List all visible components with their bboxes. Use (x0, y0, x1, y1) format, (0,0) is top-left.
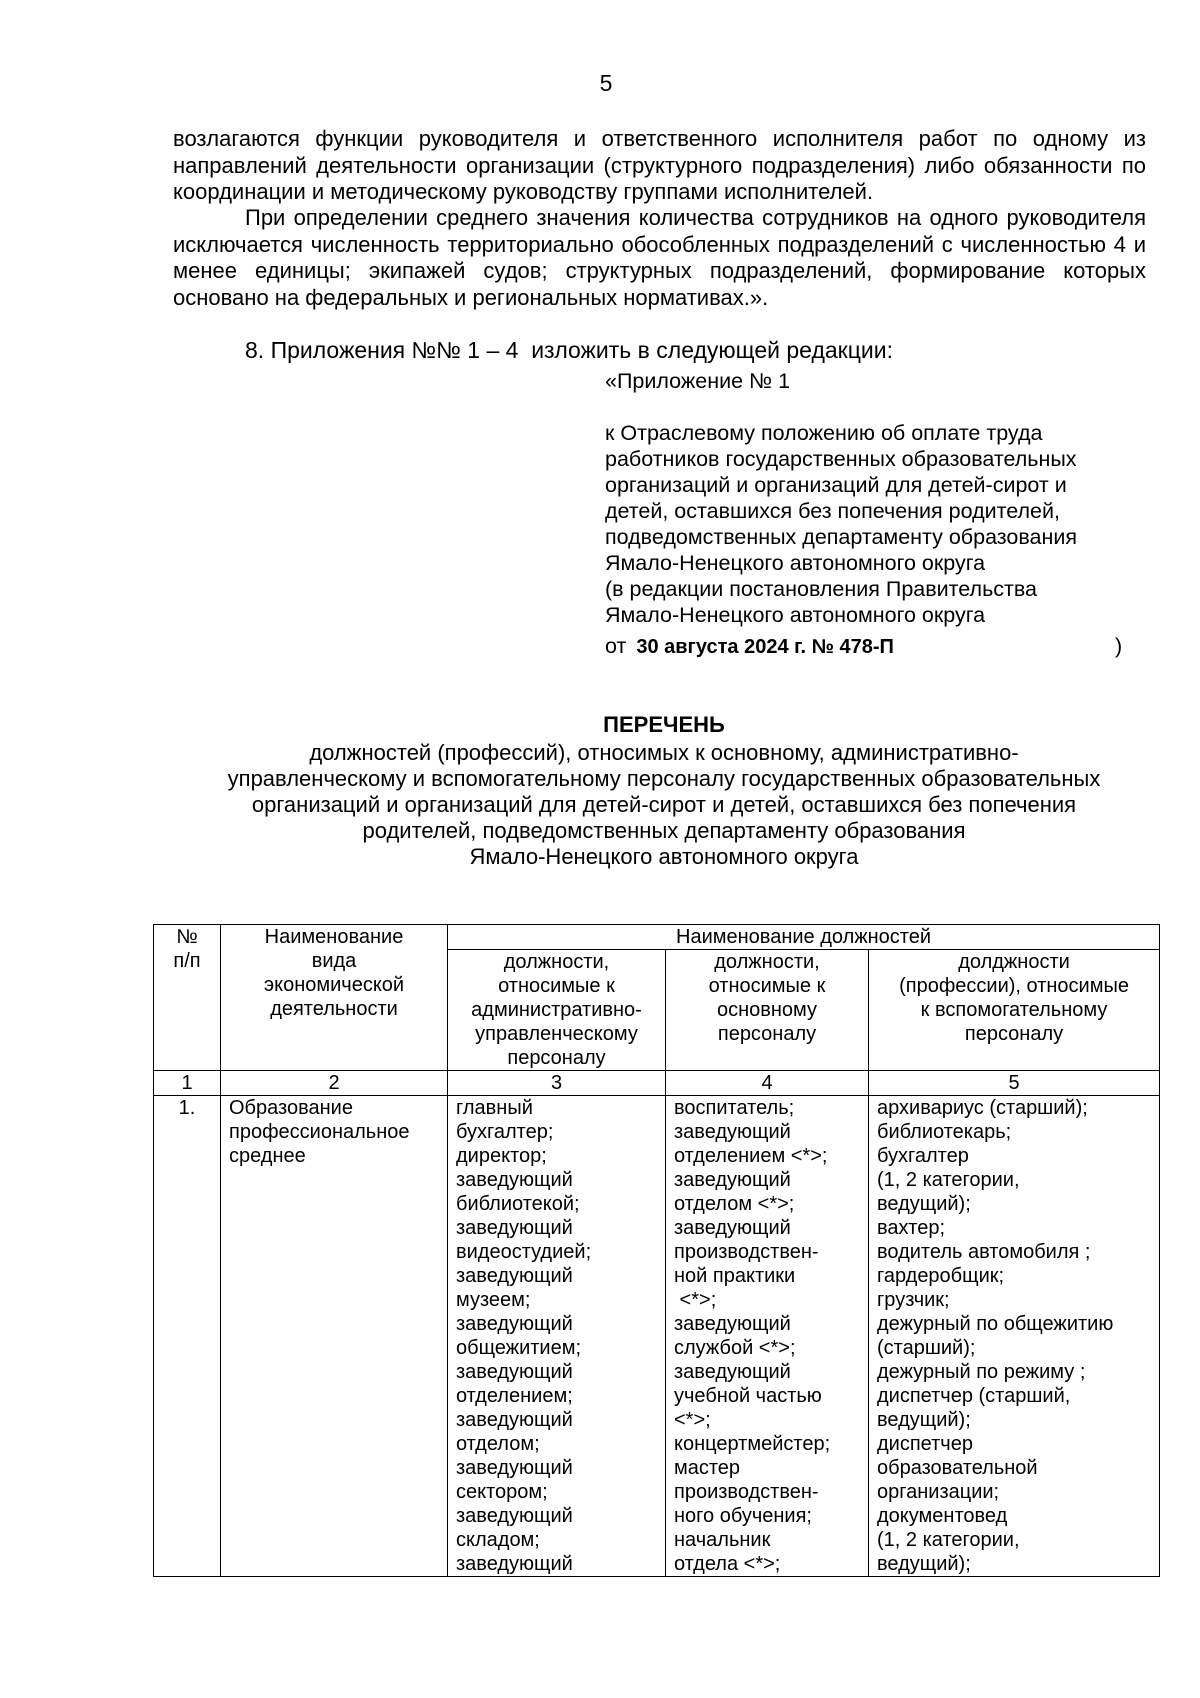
cell-line: заведующий (674, 1121, 791, 1143)
cell-line: видеостудией; (456, 1241, 592, 1263)
cell-line: воспитатель; (674, 1097, 795, 1119)
cell-line: <*>; (674, 1289, 717, 1311)
cell-line: директор; (456, 1145, 547, 1167)
subtitle-line: Ямало-Ненецкого автономного округа (469, 844, 859, 869)
list-subtitle (160, 740, 1168, 870)
cell-line: документовед (877, 1505, 1008, 1527)
annex-line: работников государственных образовательных (605, 447, 1077, 471)
cell-line: складом; (456, 1529, 540, 1551)
cell-line: производствен- (674, 1481, 819, 1503)
cell-line: производствен- (674, 1241, 819, 1263)
column-number: 2 (221, 1071, 448, 1096)
annex-line: организаций и организаций для детей-сирот и (605, 473, 1067, 497)
cell-line: заведующий (674, 1169, 791, 1191)
subtitle-line: организаций и организаций для детей-сирот и детей, оставшихся без попечения (251, 792, 1077, 817)
cell-line: заведующий (674, 1361, 791, 1383)
cell-line: главный (456, 1097, 533, 1119)
cell-line: диспетчер (старший, (877, 1385, 1071, 1407)
cell-line: организации; (877, 1481, 1000, 1503)
column-number: 3 (448, 1071, 666, 1096)
subtitle-line: родителей, подведомственных департаменту образования (362, 818, 966, 843)
annex-line: Ямало-Ненецкого автономного округа (605, 551, 986, 575)
row-number: 1. (154, 1096, 221, 1577)
column-number: 1 (154, 1071, 221, 1096)
cell-line: общежитием; (456, 1337, 582, 1359)
header-admin-staff: должности, относимые к административно- управленческому персоналу (448, 950, 666, 1071)
cell-line: (1, 2 категории, (877, 1169, 1020, 1191)
cell-line: заведующий (456, 1361, 573, 1383)
cell-line: заведующий (456, 1217, 573, 1239)
annex-reference (605, 420, 1165, 628)
cell-line: отделом; (456, 1433, 540, 1455)
cell-line: ной практики (674, 1265, 796, 1287)
cell-line: <*>; (674, 1409, 711, 1431)
subtitle-line: должностей (профессий), относимых к основному, административно- (309, 740, 1019, 765)
cell-line: заведующий (456, 1457, 573, 1479)
activity-cell: Образование профессиональное среднее (221, 1096, 448, 1577)
cell-line: дежурный по режиму ; (877, 1361, 1086, 1383)
cell-line: диспетчер (877, 1433, 973, 1455)
annex-date-prefix: от (605, 634, 627, 658)
aux-staff-cell (869, 1096, 1160, 1577)
annex-line: детей, оставшихся без попечения родителей, (605, 499, 1060, 523)
cell-line: ведущий); (877, 1193, 971, 1215)
annex-line: к Отраслевому положению об оплате труда (605, 421, 1043, 445)
cell-line: мастер (674, 1457, 741, 1479)
cell-line: заведующий (456, 1265, 573, 1287)
cell-line: вахтер; (877, 1217, 946, 1239)
cell-line: отделением; (456, 1385, 573, 1407)
cell-line: отдела <*>; (674, 1553, 781, 1575)
annex-date-line (605, 634, 1123, 659)
subtitle-line: управленческому и вспомогательному персоналу государственных образовательных (227, 766, 1101, 791)
cell-line: отделением <*>; (674, 1145, 828, 1167)
annex-date-value: 30 августа 2024 г. № 478-П (636, 636, 894, 658)
cell-line: образовательной (877, 1457, 1038, 1479)
cell-line: заведующий (674, 1313, 791, 1335)
cell-line: заведующий (456, 1553, 573, 1575)
cell-line: службой <*>; (674, 1337, 796, 1359)
cell-line: грузчик; (877, 1289, 950, 1311)
annex-line: (в редакции постановления Правительства (605, 577, 1038, 601)
cell-line: концертмейстер; (674, 1433, 831, 1455)
admin-staff-cell (448, 1096, 666, 1577)
cell-line: водитель автомобиля ; (877, 1241, 1091, 1263)
cell-line: бухгалтер (877, 1145, 969, 1167)
header-main-staff: должности, относимые к основному персоналу (666, 950, 869, 1071)
main-staff-cell (666, 1096, 869, 1577)
column-number: 5 (869, 1071, 1160, 1096)
header-number: № п/п (154, 925, 221, 1071)
cell-line: бухгалтер; (456, 1121, 554, 1143)
list-title: ПЕРЕЧЕНЬ (603, 712, 725, 737)
cell-line: заведующий (674, 1217, 791, 1239)
header-positions: Наименование должностей (448, 925, 1160, 950)
paragraph-2: При определении среднего значения количества сотрудников на одного руководителя исключается численность территориально обособленных подразделений с численностью 4 и менее единицы; экипажей судов; структурных подразделений, формирование которых основано на федеральных и региональных нормативах.». (173, 205, 1146, 310)
header-activity: Наименование вида экономической деятельности (221, 925, 448, 1071)
cell-line: гардеробщик; (877, 1265, 1005, 1287)
cell-line: заведующий (456, 1313, 573, 1335)
cell-line: ного обучения; (674, 1505, 812, 1527)
positions-table (153, 924, 1160, 1577)
cell-line: заведующий (456, 1409, 573, 1431)
column-number-row (154, 1071, 1160, 1096)
cell-line: ведущий); (877, 1409, 971, 1431)
paragraph-1: возлагаются функции руководителя и ответственного исполнителя работ по одному из направлений деятельности организации (структурного подразделения) либо обязанности по координации и методическому руководству группами исполнителей. (173, 126, 1146, 204)
column-number: 4 (666, 1071, 869, 1096)
cell-line: библиотекарь; (877, 1121, 1012, 1143)
annex-title: «Приложение № 1 (605, 369, 791, 393)
cell-line: ведущий); (877, 1553, 971, 1575)
header-aux-staff: долджности (профессии), относимые к вспомогательному персоналу (869, 950, 1160, 1071)
cell-line: заведующий (456, 1505, 573, 1527)
cell-line: архивариус (старший); (877, 1097, 1088, 1119)
cell-line: музеем; (456, 1289, 531, 1311)
cell-line: дежурный по общежитию (877, 1313, 1114, 1335)
annex-line: Ямало-Ненецкого автономного округа (605, 603, 986, 627)
amendment-item-8: 8. Приложения №№ 1 – 4 изложить в следующей редакции: (245, 337, 893, 363)
annex-date-close: ) (1115, 634, 1123, 658)
cell-line: (старший); (877, 1337, 976, 1359)
cell-line: учебной частью (674, 1385, 822, 1407)
cell-line: библиотекой; (456, 1193, 580, 1215)
cell-line: (1, 2 категории, (877, 1529, 1020, 1551)
cell-line: начальник (674, 1529, 771, 1551)
table-row (154, 1096, 1160, 1577)
cell-line: заведующий (456, 1169, 573, 1191)
page-number: 5 (599, 70, 613, 96)
annex-line: подведомственных департаменту образования (605, 525, 1078, 549)
cell-line: сектором; (456, 1481, 548, 1503)
cell-line: отделом <*>; (674, 1193, 795, 1215)
